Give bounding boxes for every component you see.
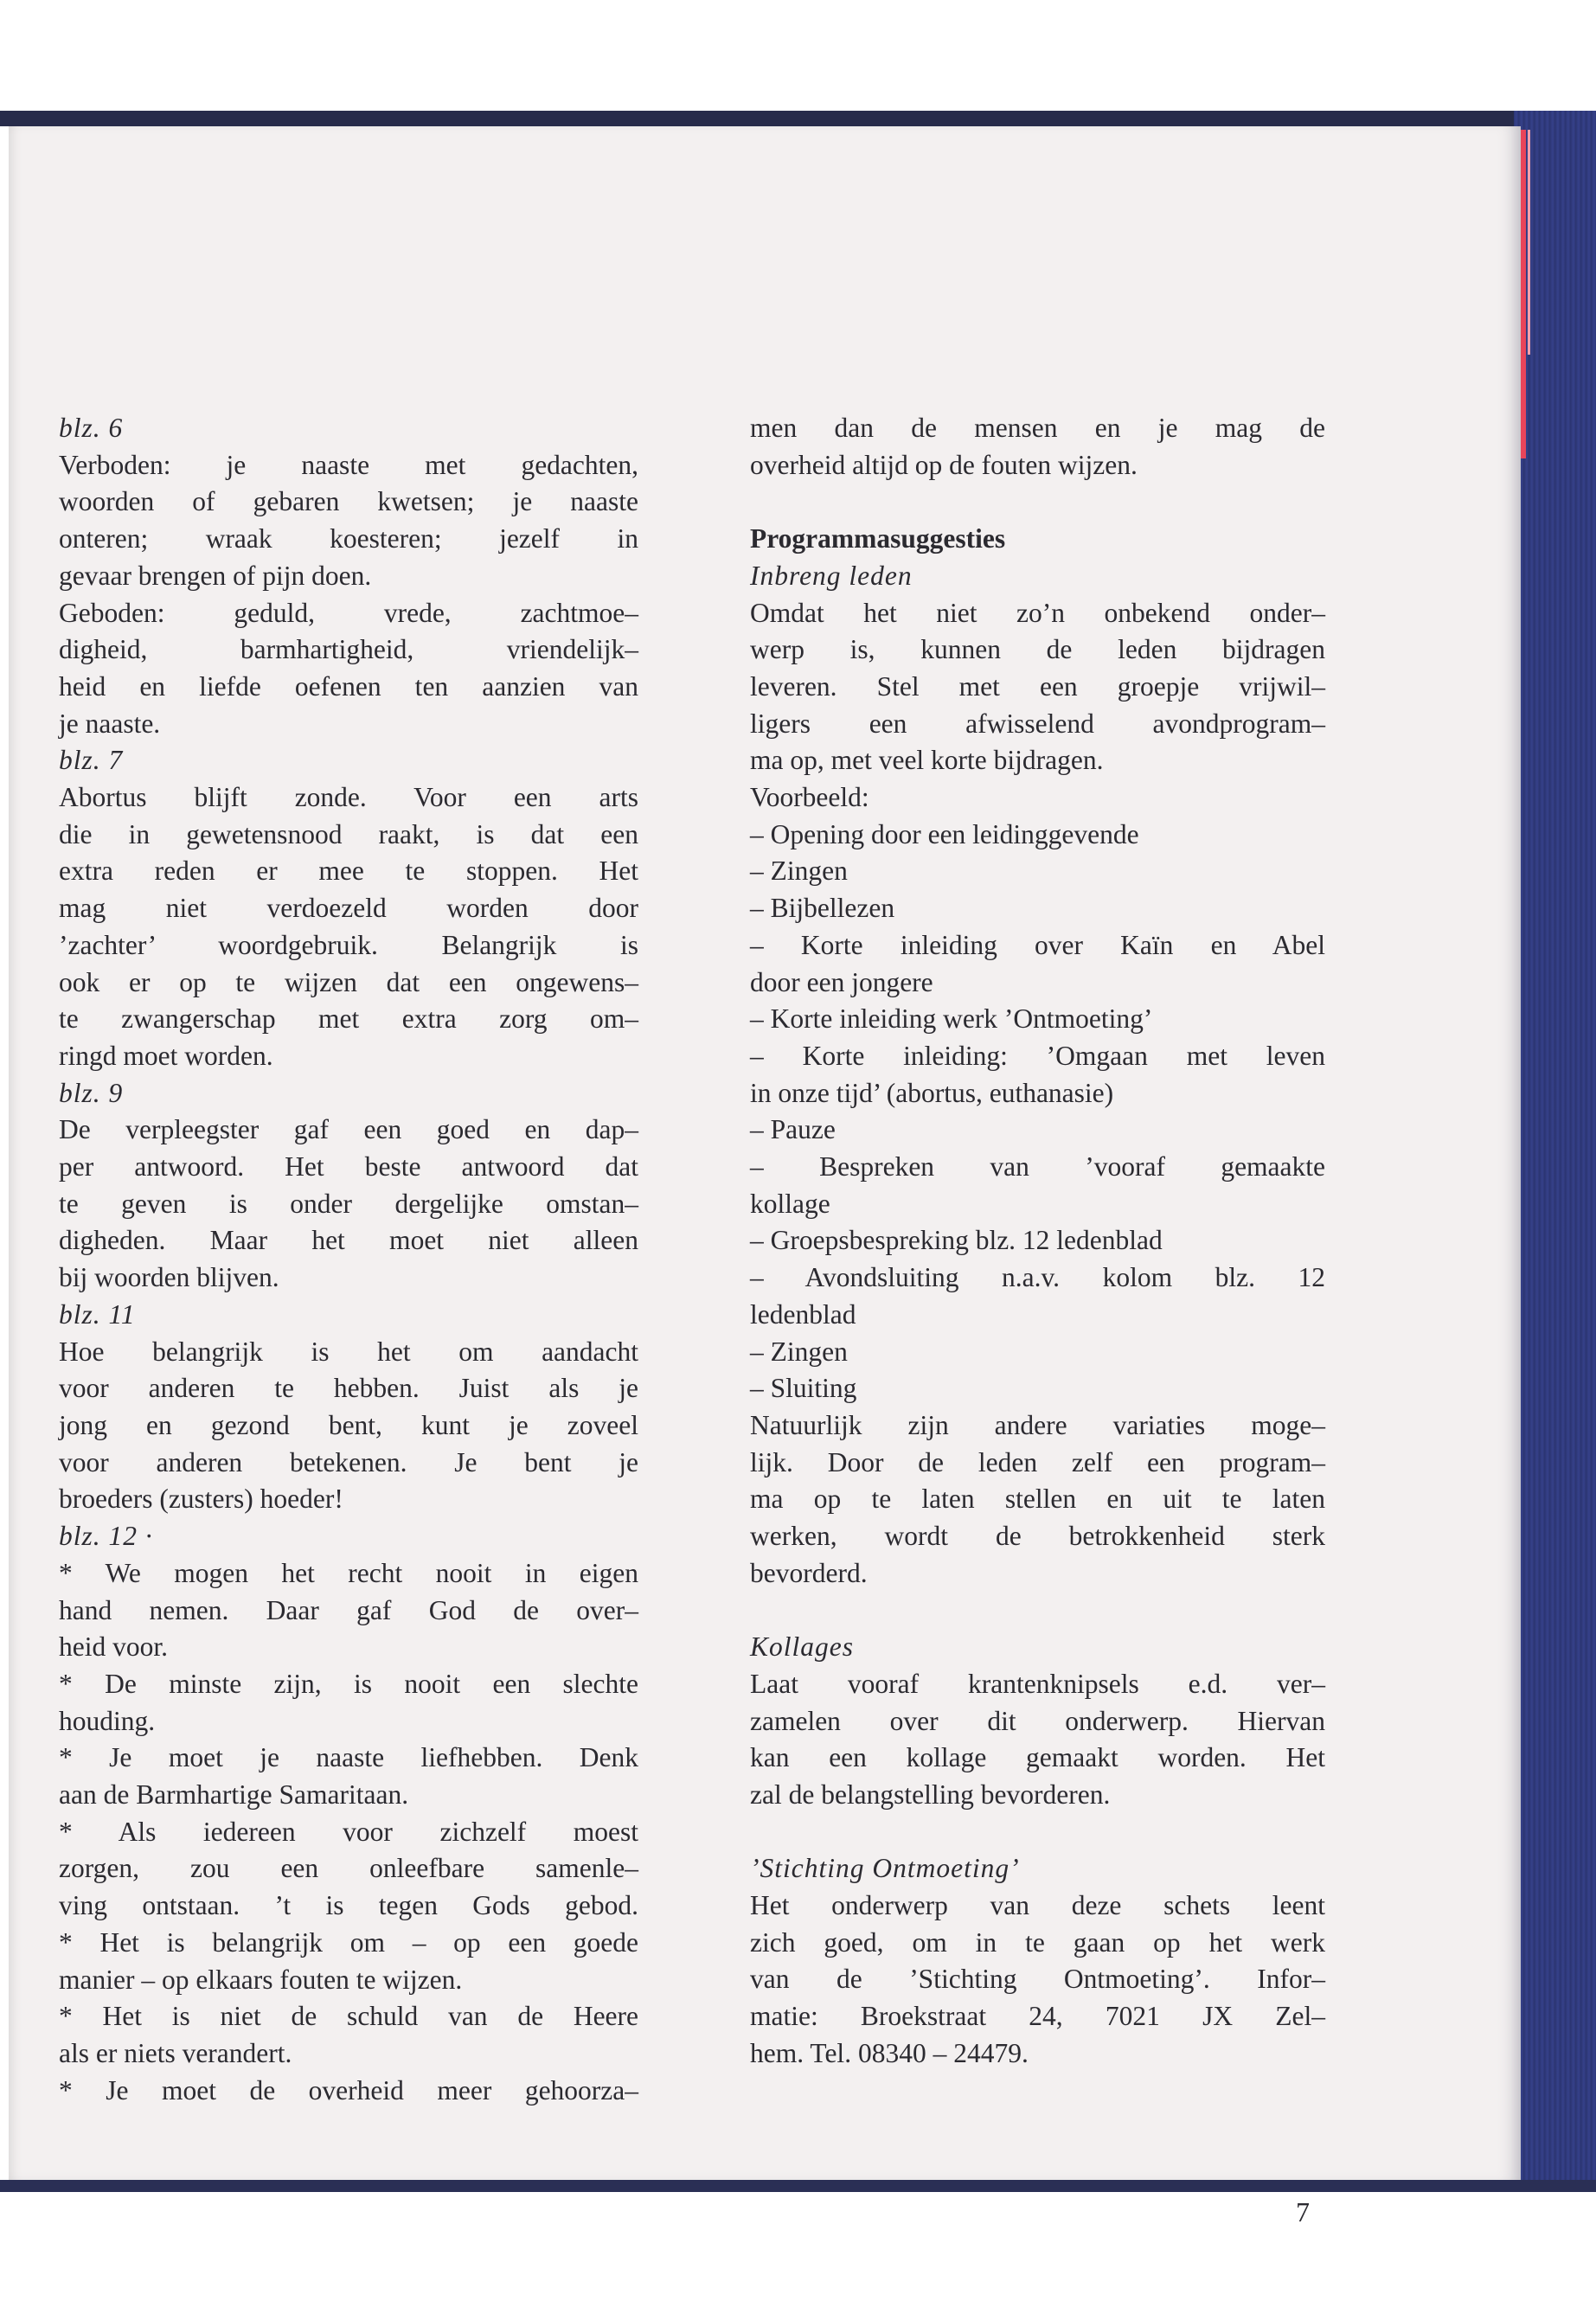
text-line: mag niet verdoezeld worden door [59,893,638,924]
section-heading: ’Stichting Ontmoeting’ [750,1853,1020,1884]
section-heading: blz. 9 [59,1077,124,1108]
text-line: – Korte inleiding: ’Omgaan met leven [750,1040,1325,1071]
text-line: * Het is niet de schuld van de Heere [59,2001,638,2032]
text-line: – Avondsluiting n.a.v. kolom blz. 12 [750,1262,1325,1293]
text-line: matie: Broekstraat 24, 7021 JX Zel– [750,2001,1325,2032]
text-line: zal de belangstelling bevorderen. [750,1779,1111,1810]
text-line: onteren; wraak koesteren; jezelf in [59,523,638,554]
text-line: ringd moet worden. [59,1040,273,1071]
text-line: leveren. Stel met een groepje vrijwil– [750,670,1325,702]
text-line: te zwangerschap met extra zorg om– [59,1003,638,1035]
text-line: – Bespreken van ’vooraf gemaakte [750,1151,1325,1183]
text-line: lijk. Door de leden zelf een program– [750,1446,1325,1477]
text-line: Abortus blijft zonde. Voor een arts [59,782,638,813]
text-line: als er niets verandert. [59,2037,292,2068]
text-line: Natuurlijk zijn andere variaties moge– [750,1409,1325,1440]
book-binding-top [0,111,1596,126]
left-column [59,410,638,2109]
text-line: ligers een afwisselend avondprogram– [750,708,1325,739]
text-line: per antwoord. Het beste antwoord dat [59,1151,638,1183]
text-line: door een jongere [750,966,933,997]
text-line: – Opening door een leidinggevende [750,818,1139,849]
text-line: men dan de mensen en je mag de [750,413,1325,443]
text-line: jong en gezond bent, kunt je zoveel [59,1409,638,1440]
text-line: overheid altijd op de fouten wijzen. [750,449,1138,480]
section-heading: blz. 7 [59,745,124,776]
text-line: Hoe belangrijk is het om aandacht [59,1336,638,1367]
text-line: digheid, barmhartigheid, vriendelijk– [59,634,638,665]
text-line: Geboden: geduld, vrede, zachtmoe– [59,597,638,628]
text-line: – Korte inleiding werk ’Ontmoeting’ [750,1003,1153,1035]
text-line: voor anderen betekenen. Je bent je [59,1446,638,1477]
text-line: – Korte inleiding over Kaïn en Abel [750,929,1325,960]
text-line: De verpleegster gaf een goed en dap– [59,1114,638,1145]
text-line: broeders (zusters) hoeder! [59,1484,343,1515]
text-line: heid voor. [59,1631,168,1663]
text-line: zamelen over dit onderwerp. Hiervan [750,1705,1325,1736]
text-line: Verboden: je naaste met gedachten, [59,449,638,480]
text-line: bij woorden blijven. [59,1262,279,1293]
text-line: ledenblad [750,1298,856,1330]
book-page [9,126,1521,2227]
section-heading: blz. 12 · [59,1521,153,1552]
section-heading: Kollages [750,1631,855,1663]
page-edge-pink [1528,130,1530,355]
text-line: gevaar brengen of pijn doen. [59,560,372,591]
text-line: hem. Tel. 08340 – 24479. [750,2037,1029,2068]
spacer [750,1814,1325,1851]
section-heading: Inbreng leden [750,560,913,591]
text-line: kan een kollage gemaakt worden. Het [750,1742,1325,1773]
text-line: werken, wordt de betrokkenheid sterk [750,1521,1325,1552]
section-heading: blz. 6 [59,413,124,443]
text-line: zorgen, zou een onleefbare samenle– [59,1853,638,1884]
text-line: in onze tijd’ (abortus, euthanasie) [750,1077,1114,1108]
text-line: – Zingen [750,856,848,887]
text-line: manier – op elkaars fouten te wijzen. [59,1964,463,1995]
text-line: ma op te laten stellen en uit te laten [750,1484,1325,1515]
text-line: ma op, met veel korte bijdragen. [750,745,1104,776]
text-line: * We mogen het recht nooit in eigen [59,1557,638,1588]
text-line: werp is, kunnen de leden bijdragen [750,634,1325,665]
text-line: * De minste zijn, is nooit een slechte [59,1668,638,1699]
text-line: * Als iedereen voor zichzelf moest [59,1816,638,1847]
text-line: houding. [59,1705,156,1736]
text-line: heid en liefde oefenen ten aanzien van [59,670,638,702]
text-line: Laat vooraf krantenknipsels e.d. ver– [750,1668,1325,1699]
text-line: * Het is belangrijk om – op een goede [59,1926,638,1958]
text-line: kollage [750,1188,830,1219]
spacer [750,484,1325,521]
book-cover-board [1514,111,1596,2191]
text-line: ook er op te wijzen dat een ongewens– [59,966,638,997]
text-line: aan de Barmhartige Samaritaan. [59,1779,409,1811]
text-line: * Je moet de overheid meer gehoorza– [59,2074,638,2106]
text-line: extra reden er mee te stoppen. Het [59,856,638,887]
text-line: digheden. Maar het moet niet alleen [59,1225,638,1256]
text-line: woorden of gebaren kwetsen; je naaste [59,486,638,517]
right-column [750,410,1325,2073]
text-line: van de ’Stichting Ontmoeting’. Infor– [750,1964,1325,1995]
text-line: bevorderd. [750,1557,868,1588]
spacer [750,1592,1325,1629]
bold-heading: Programmasuggesties [750,523,1006,554]
text-line: Voorbeeld: [750,782,869,813]
book-binding-bottom [0,2180,1596,2192]
text-line: – Zingen [750,1336,848,1367]
text-line: je naaste. [59,708,161,739]
page-number: 7 [1296,2196,1310,2227]
text-line: Het onderwerp van deze schets leent [750,1890,1325,1921]
page-edge-red [1521,130,1526,458]
text-line: – Groepsbespreking blz. 12 ledenblad [750,1225,1163,1256]
text-line: ’zachter’ woordgebruik. Belangrijk is [59,929,638,960]
text-line: * Je moet je naaste liefhebben. Denk [59,1742,638,1773]
text-line: zich goed, om in te gaan op het werk [750,1926,1325,1958]
section-heading: blz. 11 [59,1298,136,1330]
text-line: die in gewetensnood raakt, is dat een [59,818,638,849]
text-line: ving ontstaan. ’t is tegen Gods gebod. [59,1890,638,1921]
text-line: – Bijbellezen [750,893,895,924]
text-line: – Pauze [750,1114,836,1145]
text-line: – Sluiting [750,1373,857,1404]
text-line: voor anderen te hebben. Juist als je [59,1373,638,1404]
text-line: hand nemen. Daar gaf God de over– [59,1594,638,1625]
text-line: Omdat het niet zo’n onbekend onder– [750,597,1325,628]
text-line: te geven is onder dergelijke omstan– [59,1188,638,1219]
